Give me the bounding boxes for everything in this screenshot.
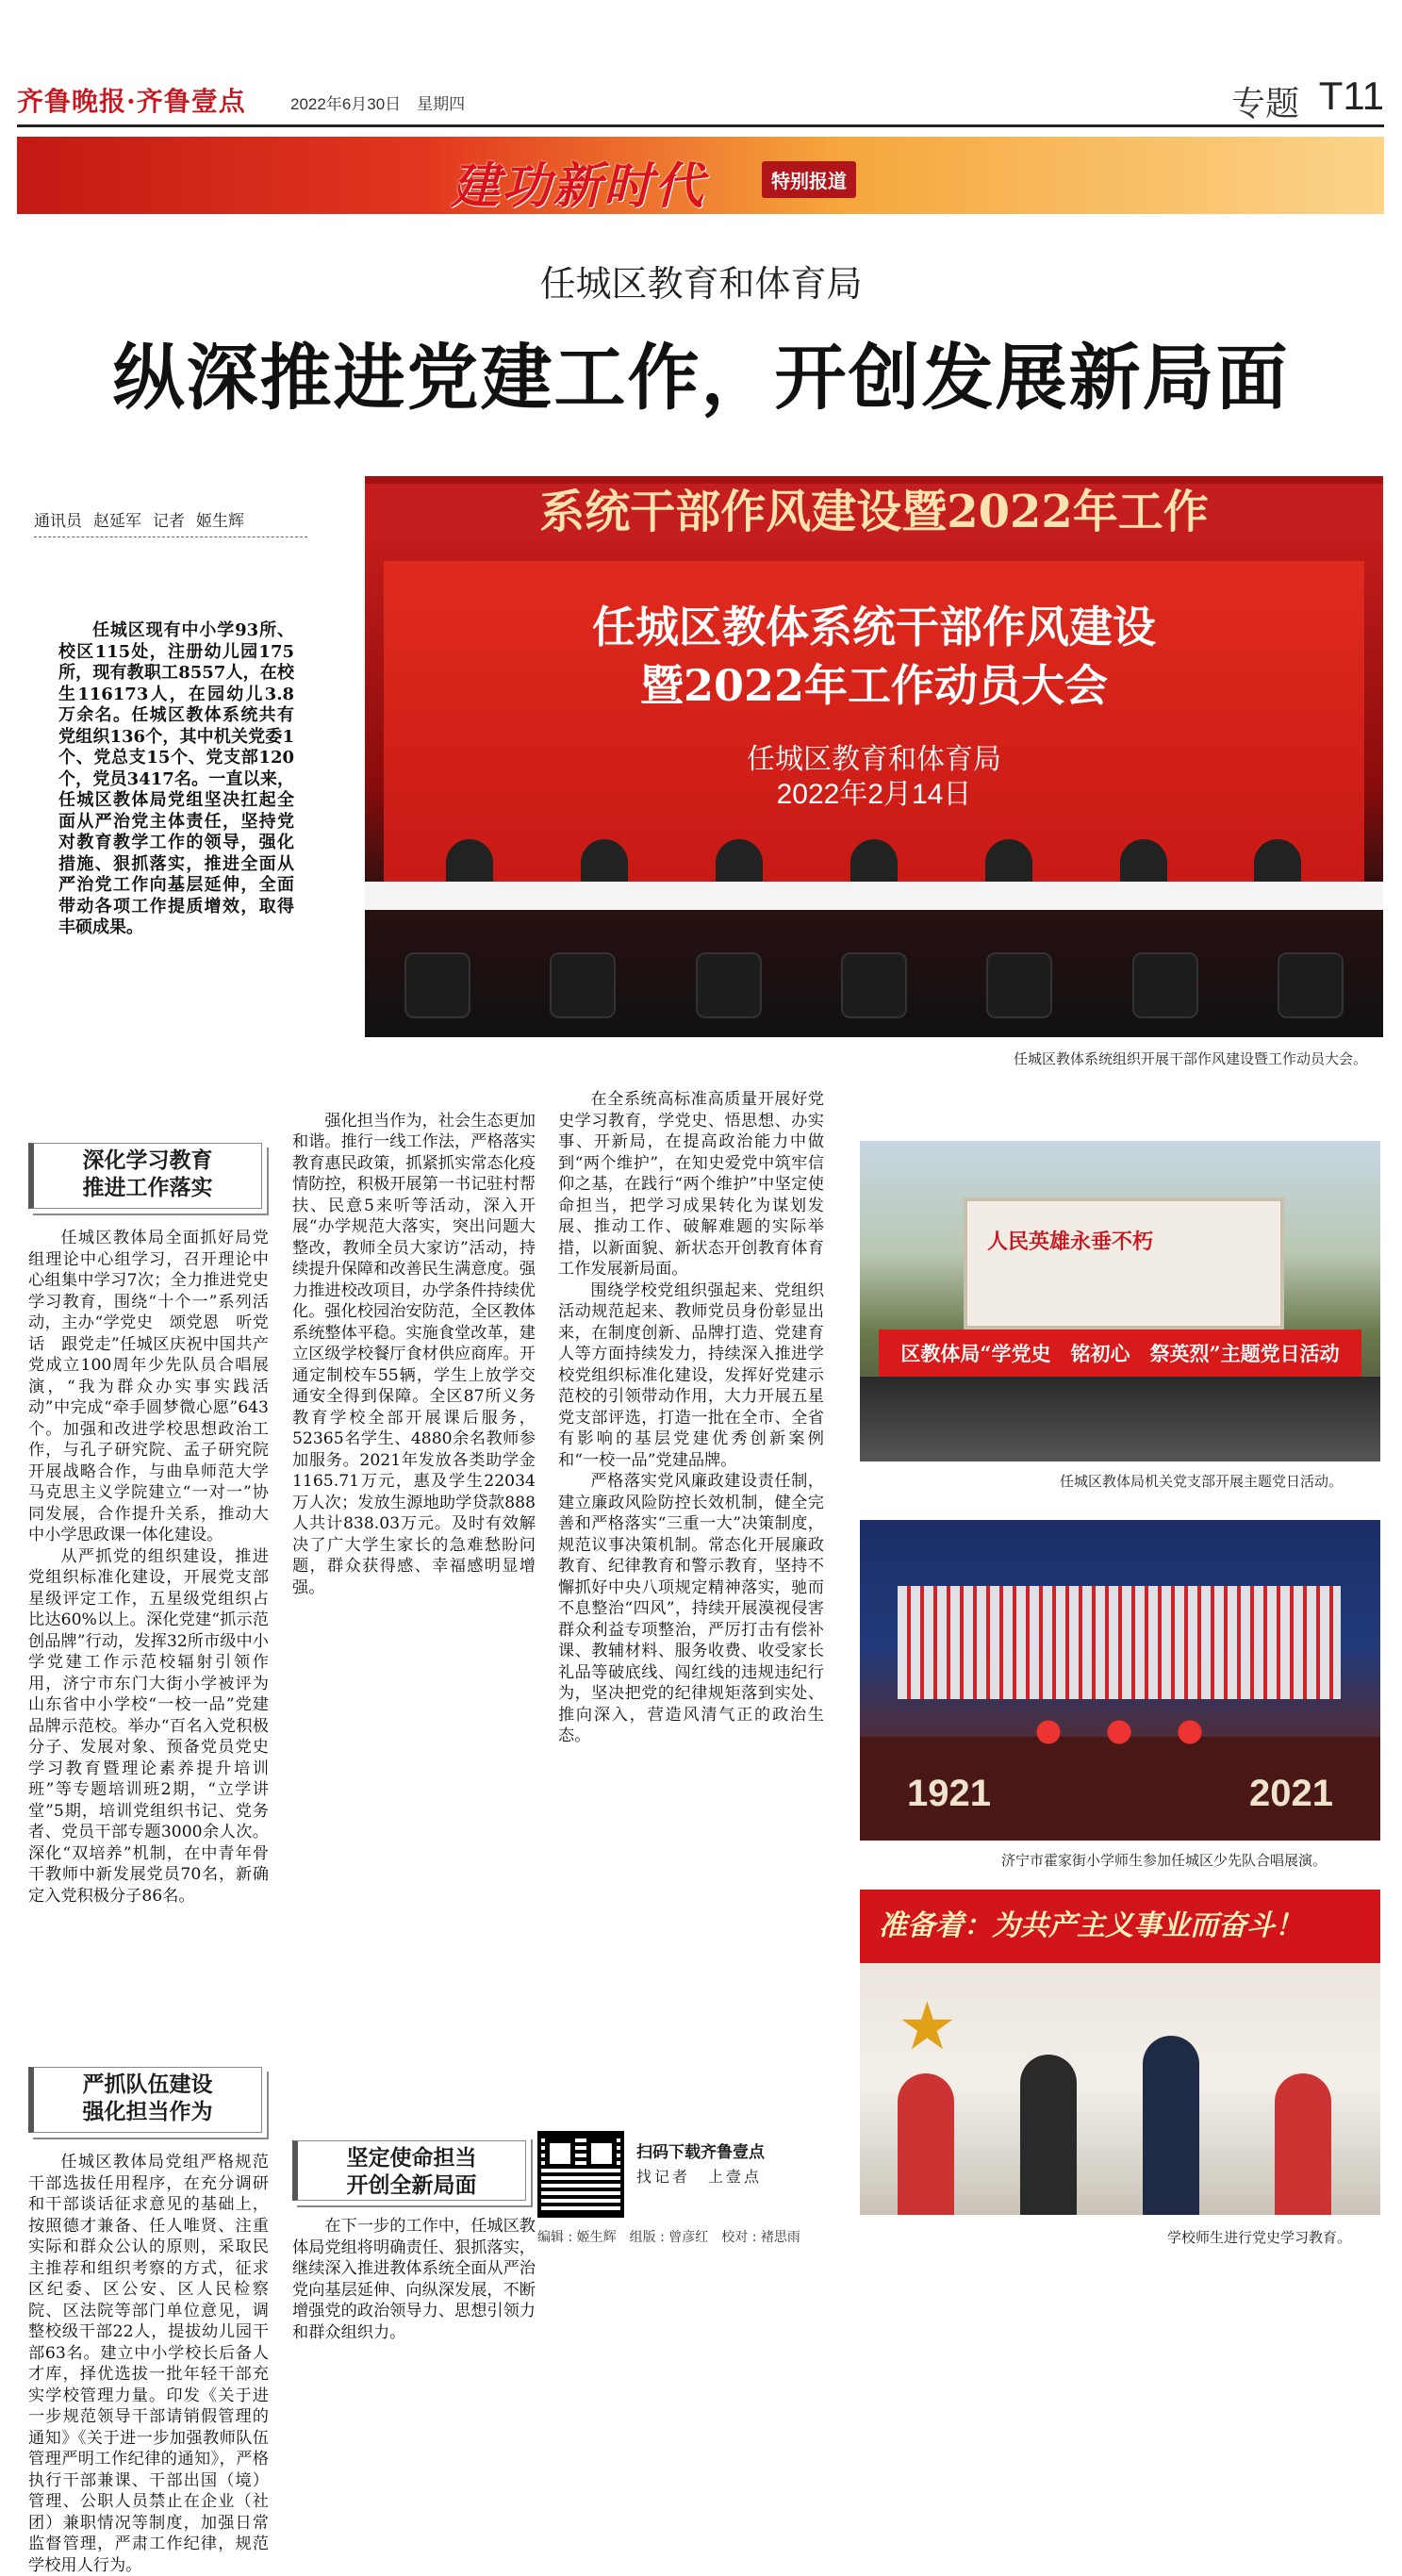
feature-banner [17,137,1384,214]
screen-title-line2: 暨2022年工作动员大会 [639,660,1109,711]
stage-speakers [403,839,1345,886]
main-photo-caption: 任城区教体系统组织开展干部作风建设暨工作动员大会。 [1014,1050,1368,1067]
screen-organizer: 任城区教育和体育局 [747,743,1001,776]
stage-lights [365,952,1383,1028]
section-heading-3-line1: 坚定使命担当 [346,2146,477,2171]
paragraph: 围绕学校党组织强起来、党组织活动规范起来、教师党员身份彰显出来，在制度创新、品牌打造、党建育人等方面持续发力，持续深入推进学校党组织标准化建设，发挥好党建示范校的引领带动作用，大力开展五星党支部评选，打造一批在全市、全省有影响的基层党建优秀创新案例和“一校一品”党建品牌。 [558,1280,824,1470]
column-2-body [292,1089,536,2113]
page-number: T11 [1318,74,1384,118]
choir-caption: 济宁市霍家街小学师生参加任城区少先队合唱展演。 [1001,1852,1328,1869]
party-day-photo [860,1141,1380,1461]
monument-slogan: 人民英雄永垂不朽 [987,1230,1154,1254]
correspondent-label: 通讯员 [34,512,82,531]
article-lead: 任城区现有中小学93所、校区115处，注册幼儿园175所，现有教职工8557人，在校生116173人，在园幼儿3.8万余名。任城区教体系统共有党组织136个，其中机关党委1个、党总支15个、党支部120个，党员3417名。一直以来，任城区教体局党组坚决扛起全面从严治党主体责任，坚持党对教育教学工作的领导，强化措施、狠抓落实，推进全面从严治党工作向基层延伸，全面带动各项工作提质增效，取得丰硕成果。 [58,620,294,937]
section-heading-3-line2: 开创全新局面 [346,2173,477,2198]
event-banner: 区教体局“学党史 铭初心 祭英烈”主题党日活动 [879,1329,1361,1379]
main-photo-top-strip: 系统干部作风建设暨2022年工作 [365,484,1383,540]
history-study-caption: 学校师生进行党史学习教育。 [1167,2229,1352,2246]
reporter-label: 记者 [153,512,185,531]
column-2-tail [292,2216,536,2342]
reporter-name: 姬生辉 [196,512,244,531]
paragraph: 从严抓党的组织建设，推进党组织标准化建设，开展党支部星级评定工作，五星级党组织占比达60%以上。深化党建“抓示范创品牌”行动，发挥32所市级中小学党建工作示范校辐射引领作用，济宁市东门大街小学被评为山东省中小学校“一校一品”党建品牌示范校。举办“百名入党积极分子、发展对象、预备党员党史学习教育暨理论素养提升培训班”等专题培训班2期，“立学讲堂”5期，培训党组织书记、党务者、党员干部专题3000余人次。深化“双培养”机制，在中青年骨干教师中新发展党员70名，新确定入党积极分子86名。 [28,1546,269,1906]
section-heading-1-line2: 推进工作落实 [82,1176,213,1200]
paragraph: 严格落实党风廉政建设责任制，建立廉政风险防控长效机制，健全完善和严格落实“三重一大”决策制度，规范议事决策机制。常态化开展廉政教育、纪律教育和警示教育，坚持不懈抓好中央八项规定精神落实，驰而不息整治“四风”，持续开展漠视侵害群众利益专项整治，严厉打击有偿补课、教辅材料、服务收费、收受家长礼品等破底线、闯红线的违规违纪行为，坚决把党的纪律规矩落到实处、推向深入，营造风清气正的政治生态。 [558,1472,824,1745]
section-heading-2 [28,2067,262,2133]
designer-credit: 组版 : 曾彦红 [629,2230,709,2245]
brand-left: 齐鲁晚报 [17,86,127,117]
section-heading-3 [292,2140,526,2201]
paragraph: 任城区教体局全面抓好局党组理论中心组学习，召开理论中心组集中学习7次；全力推进党史学习教育，围绕“十个一”系列活动，主办“学党史 颂党恩 听党话 跟党走”任城区庆祝中国共产党成立100周年少先队员合唱展演，“我为群众办实事实践活动”中完成“牵手圆梦微心愿”643个。加强和改进学校思想政治工作，与孔子研究院、孟子研究院开展战略合作，与曲阜师范大学马克思主义学院建立“一对一”协同发展，合作提升关系，推动大中小学思政课一体化建设。 [28,1229,269,1544]
year-right: 2021 [1249,1773,1333,1814]
editorial-credits [537,2227,814,2246]
star-icon: ★ [898,1988,957,2065]
screen-title-line1: 任城区教体系统干部作风建设 [592,602,1156,652]
paragraph: 任城区教体局党组严格规范干部选拔任用程序，在充分调研和干部谈话征求意见的基础上，按照德才兼备、任人唯贤、注重实际和群众公认的原则，采取民主推荐和组织考察的方式，征求区纪委、区公安、区人民检察院、区法院等部门单位意见，调整校级干部22人，提拔幼儿园干部63名。建立中小学校长后备人才库，择优选拔一批年轻干部充实学校管理力量。印发《关于进一步规范领导干部请销假管理的通知》《关于进一步加强教师队伍管理严明工作纪律的通知》，严格执行干部兼课、干部出国（境）管理、公职人员禁止在企业（社团）兼职情况等制度，加强日常监督管理，严肃工作纪律，规范学校用人行为。 [28,2153,269,2575]
column-3-body [558,1089,824,2122]
teacher-figure [1143,2036,1199,2215]
paragraph: 强化担当作为，社会生态更加和谐。推行一线工作法，严格落实教育惠民政策，抓紧抓实常态化疫情防控，积极开展第一书记驻村帮扶、民意5来听等活动，深入开展“办学规范大落实，突出问题大整改，教师全员大家访”活动，持续提升保障和改善民生满意度。强力推进校改项目，办学条件持续优化。强化校园治安防范，全区教体系统整体平稳。实施食堂改革，建立区级学校餐厅食材供应商库。开通定制校车55辆，学生上放学交通安全得到保障。全区87所义务教育学校全部开展课后服务，52365名学生、4880余名教师参加服务。2021年发放各类助学金1165.71万元，惠及学生22034万人次；发放生源地助学贷款888人共计838.03万元。及时有效解决了广大学生家长的急难愁盼问题，群众获得感、幸福感明显增强。 [292,1111,536,1597]
section-heading-1 [28,1143,262,1209]
main-photo-screen [384,561,1364,882]
dancers [1001,1709,1237,1756]
screen-date: 2022年2月14日 [776,779,972,810]
correspondent-name: 赵延军 [93,512,141,531]
scan-slogan: 找记者 上壹点 [636,2168,763,2186]
section-heading-1-line1: 深化学习教育 [82,1148,213,1173]
banner-title: 建功新时代 [451,157,706,215]
section-heading-2-line2: 强化担当作为 [82,2100,213,2124]
stage-table [365,882,1383,910]
column-1-tail [28,2152,269,2575]
monument-gate [964,1197,1284,1329]
history-study-photo [860,1890,1380,2215]
paragraph: 在下一步的工作中，任城区教体局党组将明确责任、狠抓落实，继续深入推进教体系统全面从严治党向基层延伸、向纵深发展，不断增强党的政治领导力、思想引领力和群众组织力。 [292,2217,536,2342]
crowd [860,1377,1380,1461]
choir-photo [860,1520,1380,1841]
student-figure [898,2073,954,2215]
scan-prompt: 扫码下载齐鲁壹点 [636,2143,765,2162]
article-headline: 纵深推进党建工作，开创发展新局面 [112,336,1290,420]
editor-credit: 编辑 : 姬生辉 [537,2230,617,2245]
masthead [17,72,1384,124]
student-figure [1275,2073,1331,2215]
column-1-body [28,1228,269,1907]
main-photo [365,476,1383,1037]
section-name: 专题 [1230,85,1299,124]
party-day-caption: 任城区教体局机关党支部开展主题党日活动。 [1060,1473,1344,1490]
masthead-rule [17,124,1384,127]
byline [34,507,307,537]
qr-code-icon[interactable] [537,2131,624,2218]
proofreader-credit: 校对 : 褚思雨 [721,2230,800,2245]
article-kicker: 任城区教育和体育局 [539,263,863,305]
banner-tag: 特别报道 [762,161,856,198]
paragraph [292,1089,536,1111]
choir-rows [898,1586,1341,1699]
brand-right: 齐鲁壹点 [136,86,246,117]
newspaper-brand [17,81,246,119]
slogan-board: 准备着：为共产主义事业而奋斗！ [860,1890,1380,1963]
paragraph: 在全系统高标准高质量开展好党史学习教育，学党史、悟思想、办实事、开新局，在提高政治能力中做到“两个维护”，在知史爱党中筑牢信仰之基，在践行“两个维护”中坚定使命担当，把学习成果转化为谋划发展、推动工作、破解难题的实际举措，以新面貌、新状态开创教育体育工作发展新局面。 [558,1090,824,1279]
section-heading-2-line1: 严抓队伍建设 [82,2072,213,2097]
year-left: 1921 [907,1773,991,1814]
teacher-figure [1020,2055,1077,2215]
publication-date: 2022年6月30日 星期四 [290,95,466,113]
brand-separator: · [126,86,137,117]
